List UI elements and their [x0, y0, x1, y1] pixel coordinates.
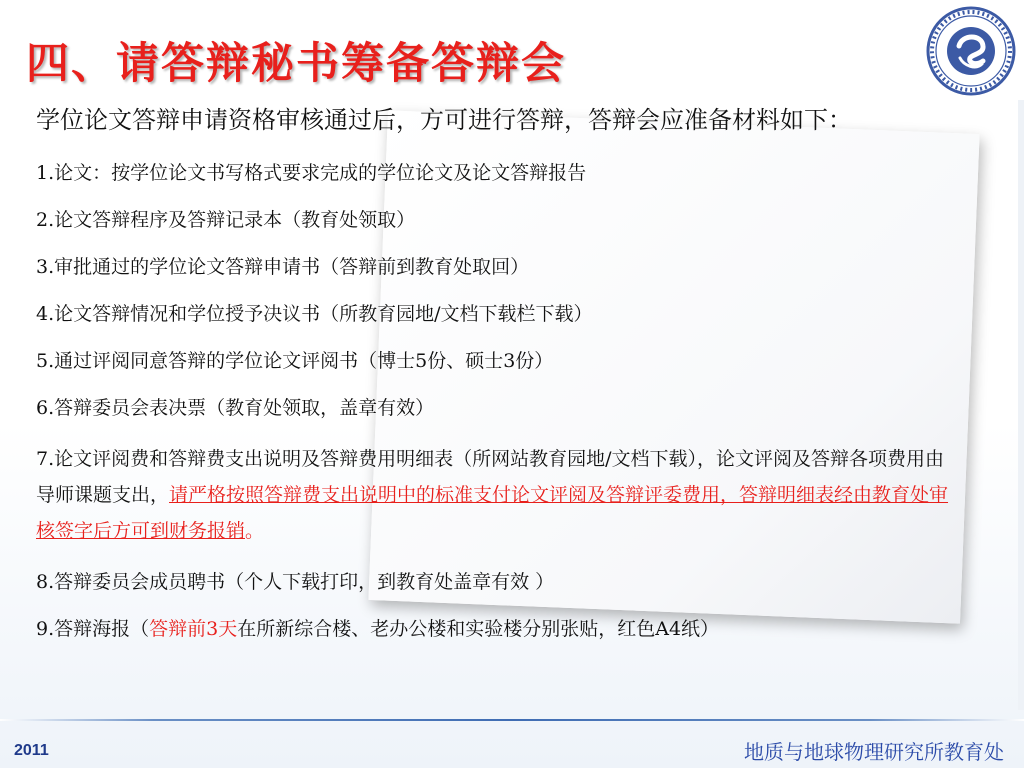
list-item-6: 6.答辩委员会表决票（教育处领取，盖章有效） [36, 397, 435, 419]
footer-year: 2011 [14, 742, 49, 759]
list-item-7 [36, 441, 956, 549]
list-item-5: 5.通过评阅同意答辩的学位论文评阅书（博士5份、硕士3份） [36, 350, 554, 372]
list-item-8: 8.答辩委员会成员聘书（个人下载打印，到教育处盖章有效 ） [36, 571, 555, 593]
list-item-9-after: 在所新综合楼、老办公楼和实验楼分别张贴，红色A4纸） [237, 618, 720, 640]
list-item-3: 3.审批通过的学位论文答辩申请书（答辩前到教育处取回） [36, 256, 530, 278]
list-item-7-end: 。 [245, 520, 265, 542]
list-item-9 [36, 615, 956, 643]
right-edge-bar [1018, 100, 1024, 710]
slide-title: 四、请答辩秘书筹备答辩会 [26, 39, 566, 89]
list-item-7-text: 7.论文评阅费和答辩费支出说明及答辩费用明细表（所网站教育园地/文档下载），论文评阅及答辩各项费用由导师课题支出， [36, 448, 945, 506]
content-body [36, 100, 956, 643]
list-item-7-highlight: 请严格按照答辩费支出说明中的标准支付论文评阅及答辩评委费用，答辩明细表经由教育处审核签字后方可到财务报销 [36, 484, 949, 542]
list-item-2: 2.论文答辩程序及答辩记录本（教育处领取） [36, 209, 416, 231]
list-item-4: 4.论文答辩情况和学位授予决议书（所教育园地/文档下载栏下载） [36, 303, 593, 325]
list-item-1: 1.论文：按学位论文书写格式要求完成的学位论文及论文答辩报告 [36, 162, 587, 184]
footer-divider [0, 719, 1024, 721]
intro-paragraph: 学位论文答辩申请资格审核通过后，方可进行答辩，答辩会应准备材料如下： [36, 106, 852, 134]
footer-organization: 地质与地球物理研究所教育处 [744, 740, 1004, 764]
list-item-9-before: 9.答辩海报（ [36, 618, 150, 640]
list-item-9-highlight: 答辩前3天 [149, 618, 238, 640]
institute-seal-logo-icon [926, 6, 1016, 96]
